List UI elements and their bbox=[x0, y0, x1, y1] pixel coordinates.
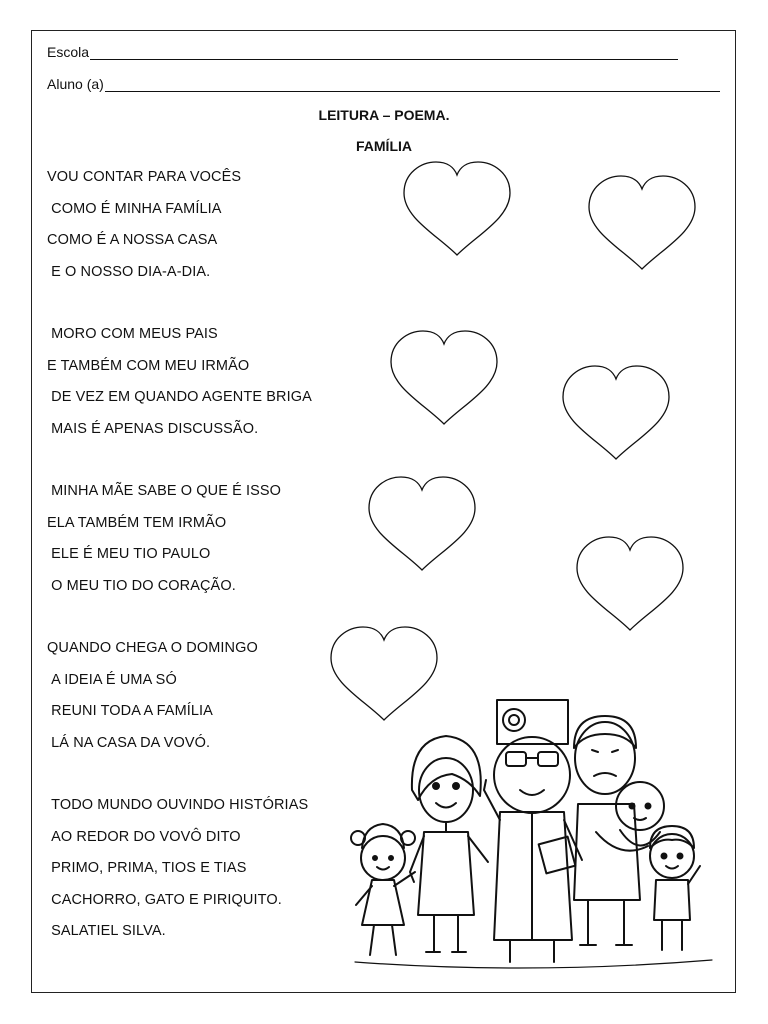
poem-line: REUNI TODA A FAMÍLIA bbox=[47, 703, 213, 719]
mother-figure bbox=[410, 736, 488, 952]
poem-line: COMO É MINHA FAMÍLIA bbox=[47, 200, 222, 217]
heart-outline-icon bbox=[369, 477, 475, 570]
school-label: Escola bbox=[47, 44, 90, 60]
heart-outline-icon bbox=[577, 537, 683, 630]
poem-line: O MEU TIO DO CORAÇÃO. bbox=[47, 577, 236, 594]
poem-line: MAIS É APENAS DISCUSSÃO. bbox=[47, 420, 259, 437]
father-figure bbox=[574, 716, 640, 945]
poem-line: TODO MUNDO OUVINDO HISTÓRIAS bbox=[47, 797, 309, 813]
poem-line: ELE É MEU TIO PAULO bbox=[47, 546, 211, 562]
poem-line: QUANDO CHEGA O DOMINGO bbox=[47, 640, 258, 656]
doctor-figure bbox=[484, 700, 582, 962]
heart-outline-icon bbox=[589, 176, 695, 269]
poem-line: CACHORRO, GATO E PIRIQUITO. bbox=[47, 891, 282, 908]
heart-outline-icon bbox=[563, 366, 669, 459]
poem-line: DE VEZ EM QUANDO AGENTE BRIGA bbox=[47, 389, 312, 405]
poem-line: MORO COM MEUS PAIS bbox=[47, 326, 218, 342]
poem-line: E TAMBÉM COM MEU IRMÃO bbox=[47, 357, 250, 374]
poem-line: VOU CONTAR PARA VOCÊS bbox=[47, 169, 242, 185]
student-label: Aluno (a) bbox=[47, 76, 104, 92]
poem-line: COMO É A NOSSA CASA bbox=[47, 232, 218, 248]
boy-figure bbox=[650, 826, 700, 950]
poem-line: A IDEIA É UMA SÓ bbox=[47, 671, 177, 688]
heart-outline-icon bbox=[404, 162, 510, 255]
poem-title: FAMÍLIA bbox=[356, 138, 412, 154]
poem-line: SALATIEL SILVA. bbox=[47, 923, 166, 939]
heart-outline-icon bbox=[331, 627, 437, 720]
girl-figure bbox=[351, 824, 415, 955]
heart-outline-icon bbox=[391, 331, 497, 424]
poem-line: ELA TAMBÉM TEM IRMÃO bbox=[47, 514, 227, 531]
family-illustration bbox=[351, 700, 712, 968]
poem-line: MINHA MÃE SABE O QUE É ISSO bbox=[47, 483, 282, 499]
poem-line: PRIMO, PRIMA, TIOS E TIAS bbox=[47, 860, 247, 876]
poem-line: LÁ NA CASA DA VOVÓ. bbox=[47, 734, 211, 751]
section-title: LEITURA – POEMA. bbox=[318, 107, 450, 123]
poem-line: E O NOSSO DIA-A-DIA. bbox=[47, 263, 211, 280]
poem-line: AO REDOR DO VOVÔ DITO bbox=[47, 828, 241, 845]
baby-figure bbox=[596, 782, 664, 851]
